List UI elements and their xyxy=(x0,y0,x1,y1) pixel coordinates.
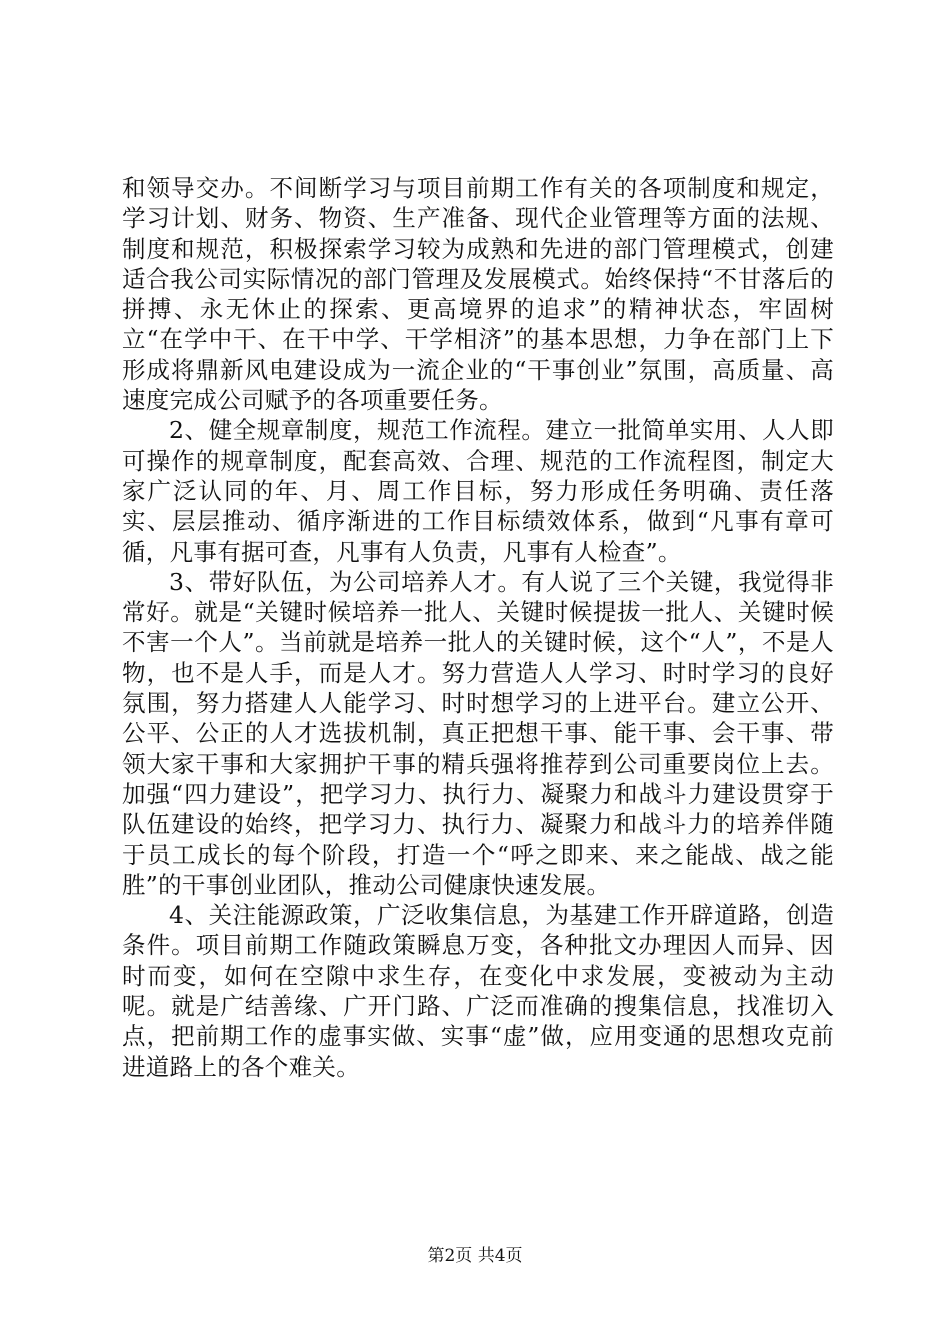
paragraph-continuation: 和领导交办。不间断学习与项目前期工作有关的各项制度和规定，学习计划、财务、物资、生产准备、现代企业管理等方面的法规、制度和规范，积极探索学习较为成熟和先进的部门管理模式，创建适合我公司实际情况的部门管理及发展模式。始终保持“不甘落后的拼搏、永无休止的探索、更高境界的追求”的精神状态，牢固树立“在学中干、在干中学、干学相济”的基本思想，力争在部门上下形成将鼎新风电建设成为一流企业的“干事创业”氛围，高质量、高速度完成公司赋予的各项重要任务。 xyxy=(122,174,834,415)
document-body xyxy=(122,173,834,1082)
paragraph-energy-policy: 4、关注能源政策，广泛收集信息，为基建工作开辟道路，创造条件。项目前期工作随政策瞬息万变，各种批文办理因人而异、因时而变，如何在空隙中求生存，在变化中求发展，变被动为主动呢。就是广结善缘、广开门路、广泛而准确的搜集信息，找准切入点，把前期工作的虚事实做、实事“虚”做，应用变通的思想攻克前进道路上的各个难关。 xyxy=(122,901,834,1081)
paragraph-rules-and-workflow: 2、健全规章制度，规范工作流程。建立一批简单实用、人人即可操作的规章制度，配套高效、合理、规范的工作流程图，制定大家广泛认同的年、月、周工作目标，努力形成任务明确、责任落实、层层推动、循序渐进的工作目标绩效体系，做到“凡事有章可循，凡事有据可查，凡事有人负责，凡事有人检查”。 xyxy=(122,416,834,566)
paragraph-team-and-talent: 3、带好队伍，为公司培养人才。有人说了三个关键，我觉得非常好。就是“关键时候培养一批人、关键时候提拔一批人、关键时候不害一个人”。当前就是培养一批人的关键时候，这个“人”，不是人物，也不是人手，而是人才。努力营造人人学习、时时学习的良好氛围，努力搭建人人能学习、时时想学习的上进平台。建立公开、公平、公正的人才选拔机制，真正把想干事、能干事、会干事、带领大家干事和大家拥护干事的精兵强将推荐到公司重要岗位上去。加强“四力建设”，把学习力、执行力、凝聚力和战斗力建设贯穿于队伍建设的始终，把学习力、执行力、凝聚力和战斗力的培养伴随于员工成长的每个阶段，打造一个“呼之即来、来之能战、战之能胜”的干事创业团队，推动公司健康快速发展。 xyxy=(122,567,834,899)
page-number-footer: 第2页 共4页 xyxy=(427,1246,523,1266)
